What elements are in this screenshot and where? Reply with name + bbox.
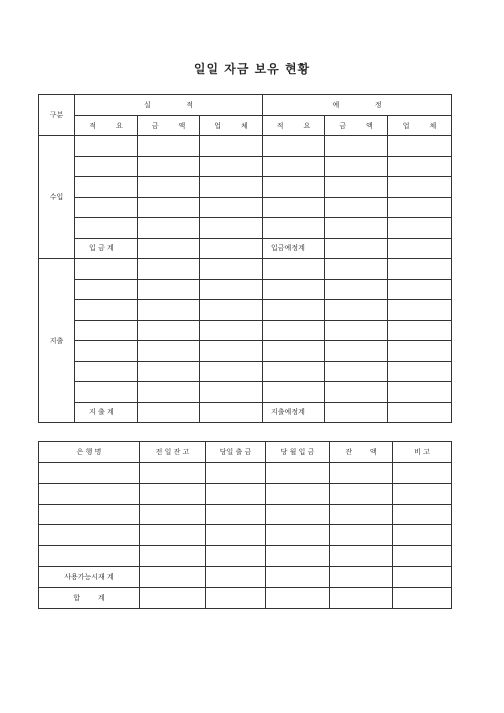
table-cell[interactable]: [263, 320, 325, 341]
table-cell[interactable]: [138, 136, 200, 157]
table-cell[interactable]: [140, 566, 206, 587]
table-cell[interactable]: [393, 587, 452, 608]
table-row: [39, 382, 452, 403]
table-cell[interactable]: [325, 156, 388, 177]
table-cell[interactable]: [206, 504, 266, 525]
table-cell[interactable]: [263, 259, 325, 280]
table-cell[interactable]: [138, 279, 200, 300]
table-cell[interactable]: [266, 525, 330, 546]
table-cell[interactable]: [266, 504, 330, 525]
table-cell[interactable]: [206, 525, 266, 546]
table-cell[interactable]: [200, 341, 263, 362]
expense-total-row: [39, 402, 452, 423]
table-cell[interactable]: [325, 320, 388, 341]
header-actual-summary: 적 요: [75, 116, 138, 136]
table-cell[interactable]: [330, 463, 393, 484]
table-row: [39, 341, 452, 362]
table-row: [39, 197, 452, 218]
table-cell[interactable]: [266, 483, 330, 504]
table-cell[interactable]: [330, 504, 393, 525]
table-row: [39, 136, 452, 157]
table-cell[interactable]: [138, 218, 200, 239]
table-cell[interactable]: [75, 341, 138, 362]
table-cell[interactable]: [388, 259, 452, 280]
table-cell[interactable]: [138, 238, 200, 259]
table-cell[interactable]: [393, 566, 452, 587]
table-cell[interactable]: [140, 525, 206, 546]
table-cell[interactable]: [388, 300, 452, 321]
table-cell[interactable]: [200, 238, 263, 259]
table-row: [39, 463, 452, 484]
table-cell[interactable]: [266, 587, 330, 608]
table-cell[interactable]: [330, 483, 393, 504]
table-cell[interactable]: [140, 463, 206, 484]
table-cell[interactable]: [325, 341, 388, 362]
table-cell[interactable]: [206, 587, 266, 608]
table-cell[interactable]: [75, 259, 138, 280]
income-total-row: [39, 238, 452, 259]
header-today-in: 당 월 입 금: [266, 442, 330, 463]
table-cell[interactable]: [138, 341, 200, 362]
table-cell[interactable]: [393, 525, 452, 546]
available-total-row-label: 사용가능시재 계: [39, 566, 140, 587]
table-cell[interactable]: [75, 177, 138, 198]
table-cell[interactable]: [200, 218, 263, 239]
header-actual-company: 업 체: [200, 116, 263, 136]
table-cell[interactable]: [266, 546, 330, 567]
table-cell[interactable]: [138, 361, 200, 382]
table-cell[interactable]: [263, 136, 325, 157]
table-cell[interactable]: [263, 218, 325, 239]
table-cell[interactable]: [388, 361, 452, 382]
table-cell[interactable]: [206, 566, 266, 587]
table-row: [39, 320, 452, 341]
table-cell[interactable]: [200, 136, 263, 157]
table-cell[interactable]: [393, 546, 452, 567]
expense-total-row-plan-label: 지출예정계: [263, 402, 325, 423]
header-actual: 실 적: [75, 95, 263, 116]
available-total-row: [39, 566, 452, 587]
table-cell[interactable]: [388, 279, 452, 300]
table-cell[interactable]: [330, 525, 393, 546]
page-title: 일일 자금 보유 현황: [193, 62, 311, 76]
table-cell[interactable]: [75, 300, 138, 321]
table-cell[interactable]: [138, 197, 200, 218]
table-cell[interactable]: [263, 300, 325, 321]
table-cell[interactable]: [325, 361, 388, 382]
table-row: [39, 504, 452, 525]
table-cell[interactable]: [200, 177, 263, 198]
header-planned-amount: 금 액: [325, 116, 388, 136]
table-row: [39, 259, 452, 280]
table-cell[interactable]: [206, 463, 266, 484]
table-cell[interactable]: [140, 483, 206, 504]
table-cell[interactable]: [388, 382, 452, 403]
table-cell[interactable]: [388, 320, 452, 341]
table-cell[interactable]: [75, 136, 138, 157]
table-cell[interactable]: [388, 197, 452, 218]
header-balance: 잔 액: [330, 442, 393, 463]
table-cell[interactable]: [263, 279, 325, 300]
bank-balance-table: [38, 441, 452, 609]
table-cell[interactable]: [325, 197, 388, 218]
table-row: [39, 300, 452, 321]
table-cell[interactable]: [39, 504, 140, 525]
table-cell[interactable]: [325, 279, 388, 300]
table-cell[interactable]: [138, 177, 200, 198]
table-cell[interactable]: [266, 463, 330, 484]
section-expense: 지출: [39, 259, 75, 423]
table-cell[interactable]: [206, 546, 266, 567]
table-cell[interactable]: [200, 402, 263, 423]
table-cell[interactable]: [325, 218, 388, 239]
income-total-row-label: 입 금 계: [75, 238, 138, 259]
table-row: [39, 525, 452, 546]
table-cell[interactable]: [393, 483, 452, 504]
section-income: 수입: [39, 136, 75, 259]
table-cell[interactable]: [138, 402, 200, 423]
table-cell[interactable]: [325, 259, 388, 280]
table-row: [39, 546, 452, 567]
table-cell[interactable]: [138, 156, 200, 177]
header-planned: 예 정: [263, 95, 452, 116]
header-bank: 은 행 명: [39, 442, 140, 463]
table-cell[interactable]: [200, 320, 263, 341]
table-cell[interactable]: [138, 259, 200, 280]
table-cell[interactable]: [388, 136, 452, 157]
table-cell[interactable]: [75, 382, 138, 403]
table-cell[interactable]: [263, 156, 325, 177]
table-cell[interactable]: [200, 279, 263, 300]
table-cell[interactable]: [263, 197, 325, 218]
table-cell[interactable]: [140, 546, 206, 567]
table-cell[interactable]: [388, 177, 452, 198]
table-cell[interactable]: [39, 463, 140, 484]
table-cell[interactable]: [325, 300, 388, 321]
table-cell[interactable]: [206, 483, 266, 504]
table-cell[interactable]: [138, 320, 200, 341]
fund-status-table: [38, 94, 452, 423]
table-cell[interactable]: [75, 279, 138, 300]
table-cell[interactable]: [200, 300, 263, 321]
table-cell[interactable]: [393, 504, 452, 525]
table-cell[interactable]: [388, 341, 452, 362]
table-cell[interactable]: [325, 382, 388, 403]
table-cell[interactable]: [263, 177, 325, 198]
table-cell[interactable]: [325, 136, 388, 157]
expense-total-row-label: 지 출 계: [75, 402, 138, 423]
table-cell[interactable]: [200, 156, 263, 177]
table-cell[interactable]: [330, 566, 393, 587]
table-row: [39, 361, 452, 382]
header-prev-balance: 전 일 잔 고: [140, 442, 206, 463]
table-cell[interactable]: [200, 197, 263, 218]
table-cell[interactable]: [266, 566, 330, 587]
table-cell[interactable]: [263, 341, 325, 362]
table-cell[interactable]: [75, 361, 138, 382]
table-cell[interactable]: [330, 587, 393, 608]
header-actual-amount: 금 액: [138, 116, 200, 136]
table-cell[interactable]: [75, 197, 138, 218]
table-cell[interactable]: [140, 504, 206, 525]
table-cell[interactable]: [75, 218, 138, 239]
table-cell[interactable]: [75, 320, 138, 341]
table-cell[interactable]: [388, 218, 452, 239]
table-cell[interactable]: [263, 382, 325, 403]
table-cell[interactable]: [388, 156, 452, 177]
table-cell[interactable]: [200, 259, 263, 280]
grand-total-row: [39, 587, 452, 608]
table-cell[interactable]: [138, 300, 200, 321]
table-cell[interactable]: [200, 382, 263, 403]
table-cell[interactable]: [138, 382, 200, 403]
table-cell[interactable]: [388, 402, 452, 423]
table-cell[interactable]: [200, 361, 263, 382]
table-cell[interactable]: [325, 177, 388, 198]
table-cell[interactable]: [330, 546, 393, 567]
table-row: [39, 483, 452, 504]
table-row: [39, 156, 452, 177]
table-cell[interactable]: [325, 238, 388, 259]
table-row: [39, 279, 452, 300]
table-cell[interactable]: [39, 525, 140, 546]
header-today-out: 당일 출 금: [206, 442, 266, 463]
header-note: 비 고: [393, 442, 452, 463]
table-cell[interactable]: [39, 546, 140, 567]
grand-total-row-label: 합 계: [39, 587, 140, 608]
table-cell[interactable]: [325, 402, 388, 423]
table-cell[interactable]: [263, 361, 325, 382]
table-cell[interactable]: [393, 463, 452, 484]
income-total-row-plan-label: 입금예정계: [263, 238, 325, 259]
table-row: [39, 177, 452, 198]
header-planned-summary: 적 요: [263, 116, 325, 136]
table-row: [39, 218, 452, 239]
table-cell[interactable]: [140, 587, 206, 608]
table-cell[interactable]: [388, 238, 452, 259]
table-cell[interactable]: [75, 156, 138, 177]
header-planned-company: 업 체: [388, 116, 452, 136]
header-gubun: 구분: [39, 95, 75, 136]
table-cell[interactable]: [39, 483, 140, 504]
